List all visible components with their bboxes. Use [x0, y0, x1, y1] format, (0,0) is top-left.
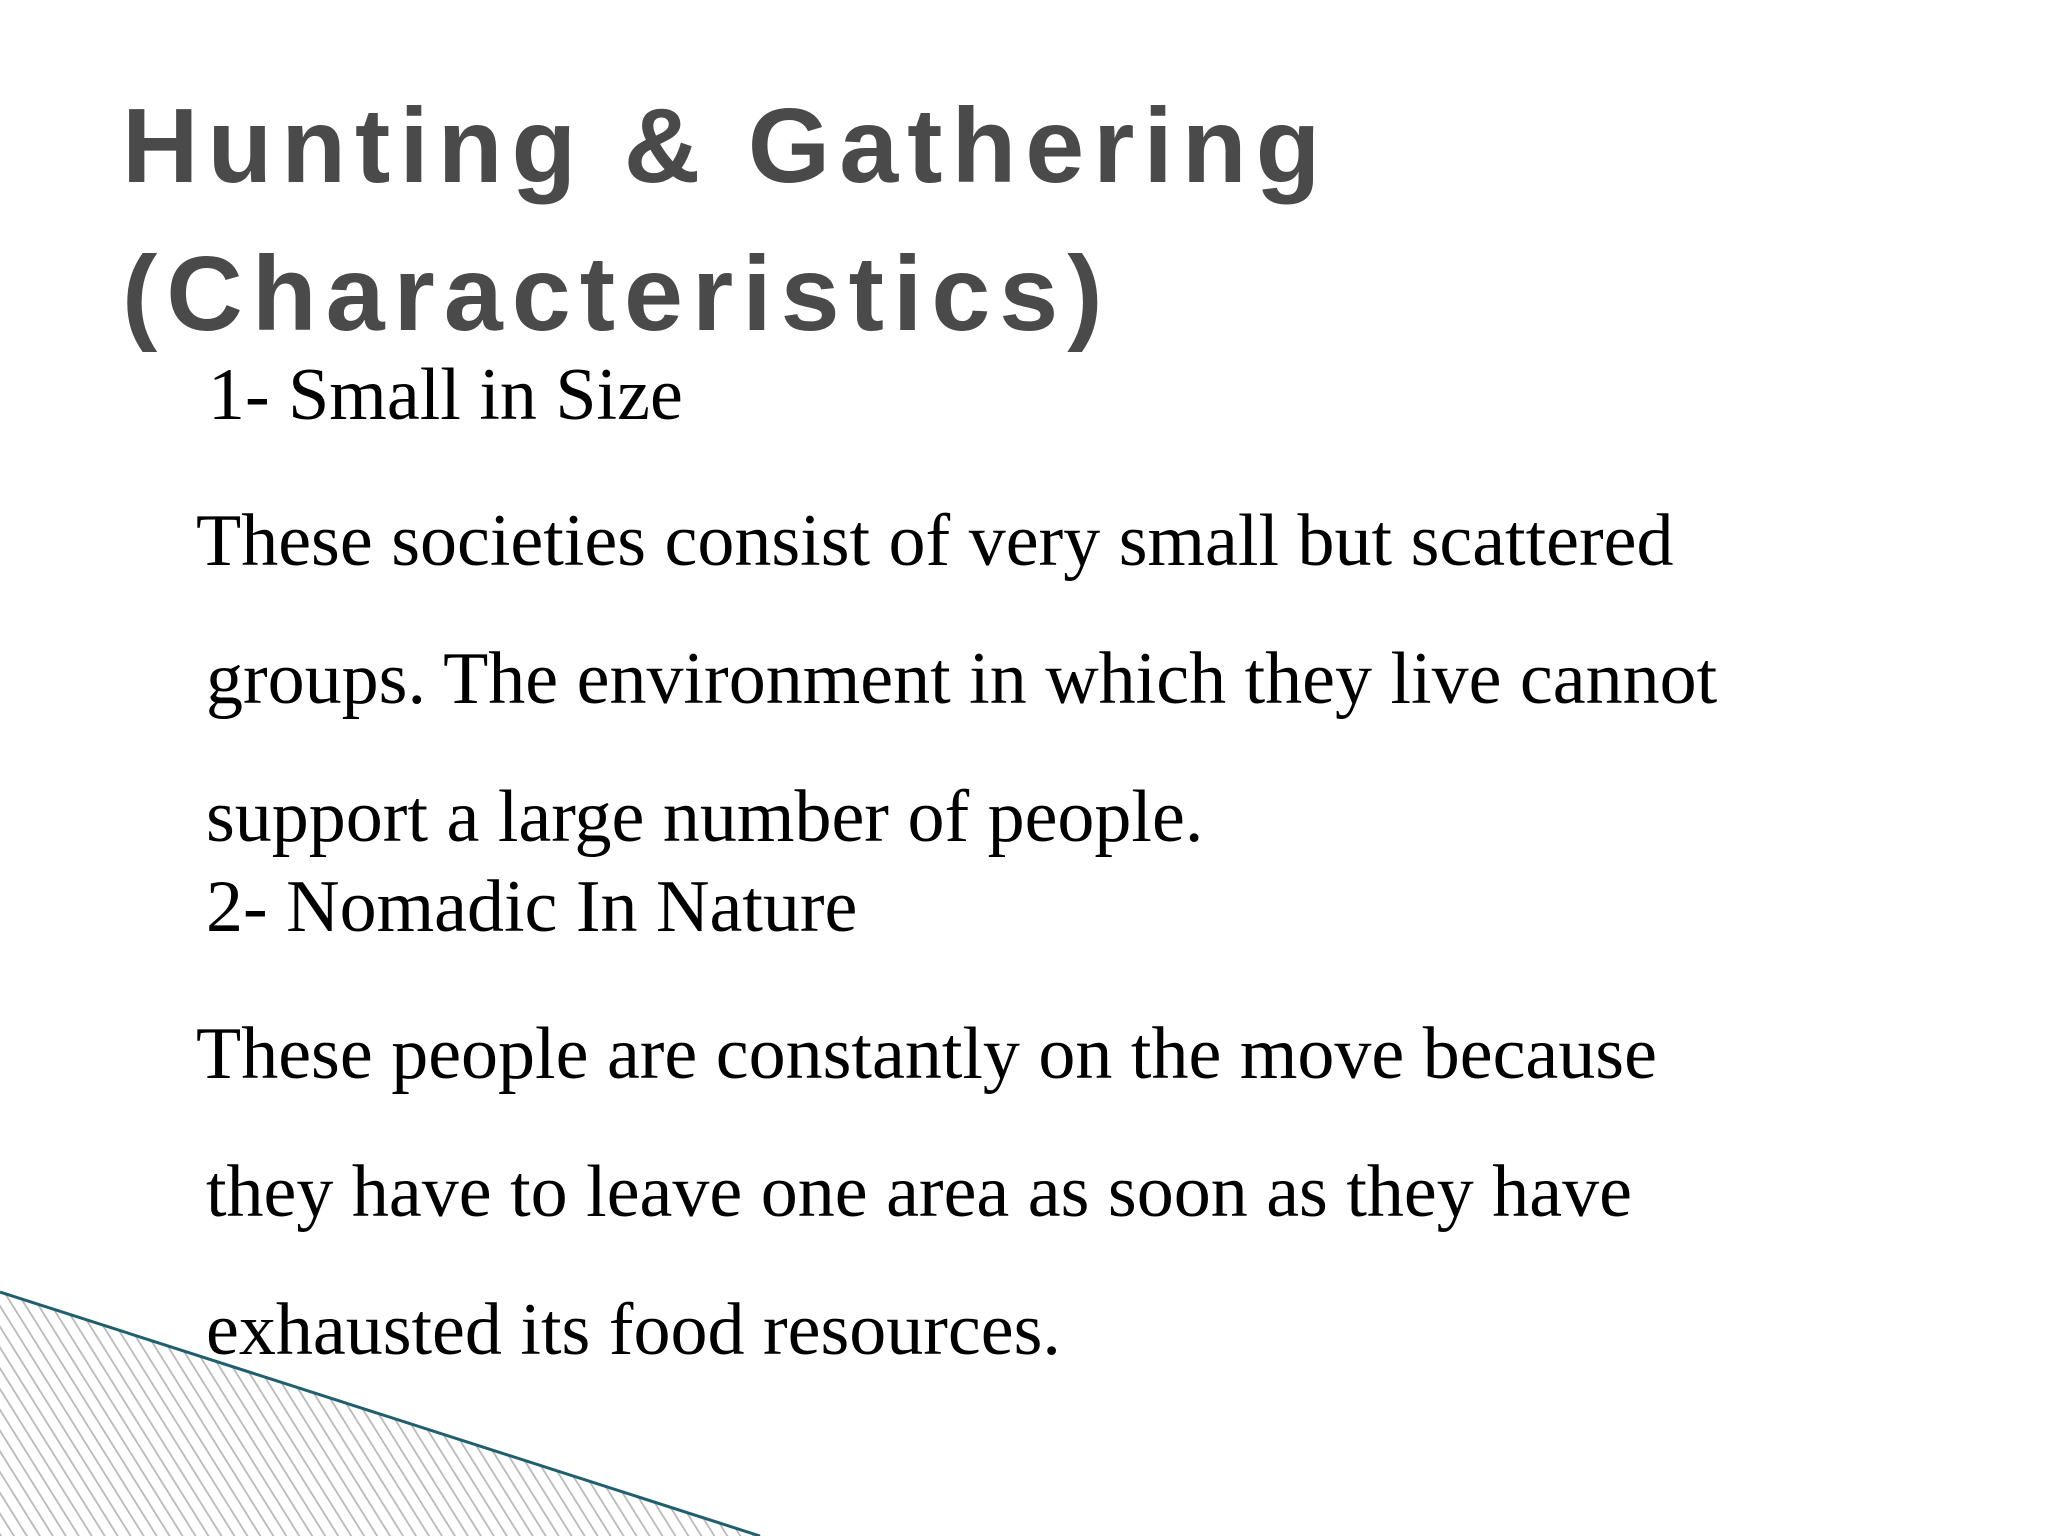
title-line-2: (Characteristics): [122, 235, 1112, 353]
title-line-1: Hunting & Gathering: [122, 87, 1330, 205]
section-paragraph-nomadic-in-nature: [196, 985, 1657, 1399]
paragraph-line: These people are constantly on the move because: [196, 1013, 1657, 1095]
paragraph-line: support a large number of people.: [206, 776, 1204, 858]
paragraph-line: These societies consist of very small but scattered: [196, 500, 1674, 582]
section-paragraph-small-in-size: [196, 472, 1717, 886]
paragraph-line: they have to leave one area as soon as they have: [206, 1151, 1632, 1233]
paragraph-line: groups. The environment in which they live cannot: [206, 638, 1718, 720]
paragraph-line: exhausted its food resources.: [206, 1289, 1061, 1371]
section-heading-nomadic-in-nature: 2- Nomadic In Nature: [206, 866, 858, 948]
section-heading-small-in-size: 1- Small in Size: [208, 354, 683, 436]
slide-title: [122, 72, 1329, 368]
